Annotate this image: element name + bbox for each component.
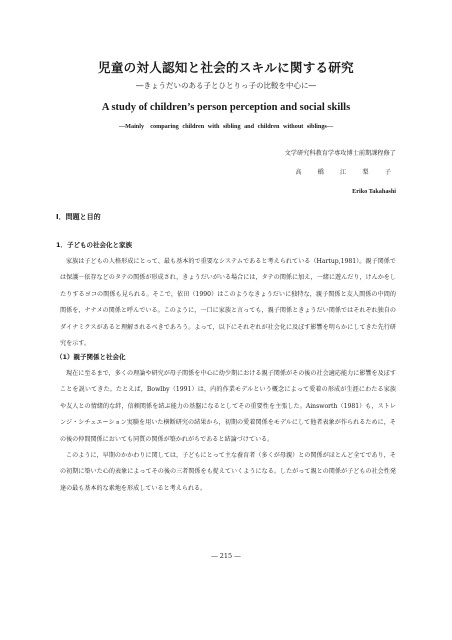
author-name-japanese: 高 橋 江 梨 子 bbox=[295, 169, 396, 176]
paper-title-english: A study of children’s person perception and social skills bbox=[101, 102, 351, 113]
author-affiliation: 文学研究科教育学専攻博士前期課程修了 bbox=[284, 150, 396, 157]
paper-subtitle-english: ―Mainly comparing children with sibling and children without siblings― bbox=[118, 123, 334, 130]
page-number: ― 215 ― bbox=[211, 552, 241, 560]
paragraph: 現在に至るまで，多くの理論や研究が母子関係を中心に幼少期における親子関係がその後の社会適応能力に影響を及ぼすことを説いてきた。たとえば，Bowlby（1991）は，内的作業モデルという概念によって愛着の形成が生涯にわたる家族や友人との情緒的な絆，信頼関係を結ぶ能力の基盤になるとしてその重要性を主張した。Ainsworth（1981）も，ストレンジ・シチュエーション実験を用いた横断研究の結果から，初期の愛着関係をモデルにして他者表象が作られるために，その後の仲間関係においても同質の関係が築かれがちであると結論づけている。 bbox=[60, 370, 396, 443]
paper-subtitle-japanese: ―きょうだいのある子とひとりっ子の比較を中心に― bbox=[136, 81, 316, 90]
paragraph: 家族は子どもの人格形成にとって、最も基本的で重要なシステムであると考えられている（Hartup,1981）。親子関係では保護－依存などのタテの関係が形成され，きょうだいがいる場合には，タテの関係に加え，一緒に遊んだり，けんかをしたりするヨコの関係も見られる。そこで，依田（1990）はこのようなきょうだいに独特な，親子関係と友人関係の中間的関係を，ナナメの関係と呼んでいる。このように，一口に家族と言っても，親子関係ときょうだい関係ではそれぞれ独自のダイナミクスがあると理解されるべきであろう。よって，以下にそれぞれが社会化に及ぼす影響を明らかにしてきた先行研究を示す。 bbox=[60, 258, 396, 348]
subsection-heading-2: （1）親子関係と社会化 bbox=[56, 353, 126, 361]
subsection-1-body bbox=[60, 254, 396, 352]
author-name-english: Eriko Takahashi bbox=[352, 188, 396, 195]
paper-title-japanese: 児童の対人認知と社会的スキルに関する研究 bbox=[98, 60, 354, 75]
section-heading-1: Ⅰ．問題と目的 bbox=[56, 213, 101, 221]
author-block bbox=[285, 144, 396, 201]
paragraph: このように，早期のかかわりに関しては，子どもにとって主な養育者（多くが母親）との関係がほとんど全てであり，その初期に築いた心的表象によってその後の三者関係をも捉えていくようになる。したがって親との関係が子どもの社会性発達の最も基本的な素地を形成していると考えられる。 bbox=[60, 452, 396, 492]
subsection-2-body bbox=[60, 366, 396, 497]
subsection-heading-1: 1．子どもの社会化と家族 bbox=[56, 241, 133, 249]
